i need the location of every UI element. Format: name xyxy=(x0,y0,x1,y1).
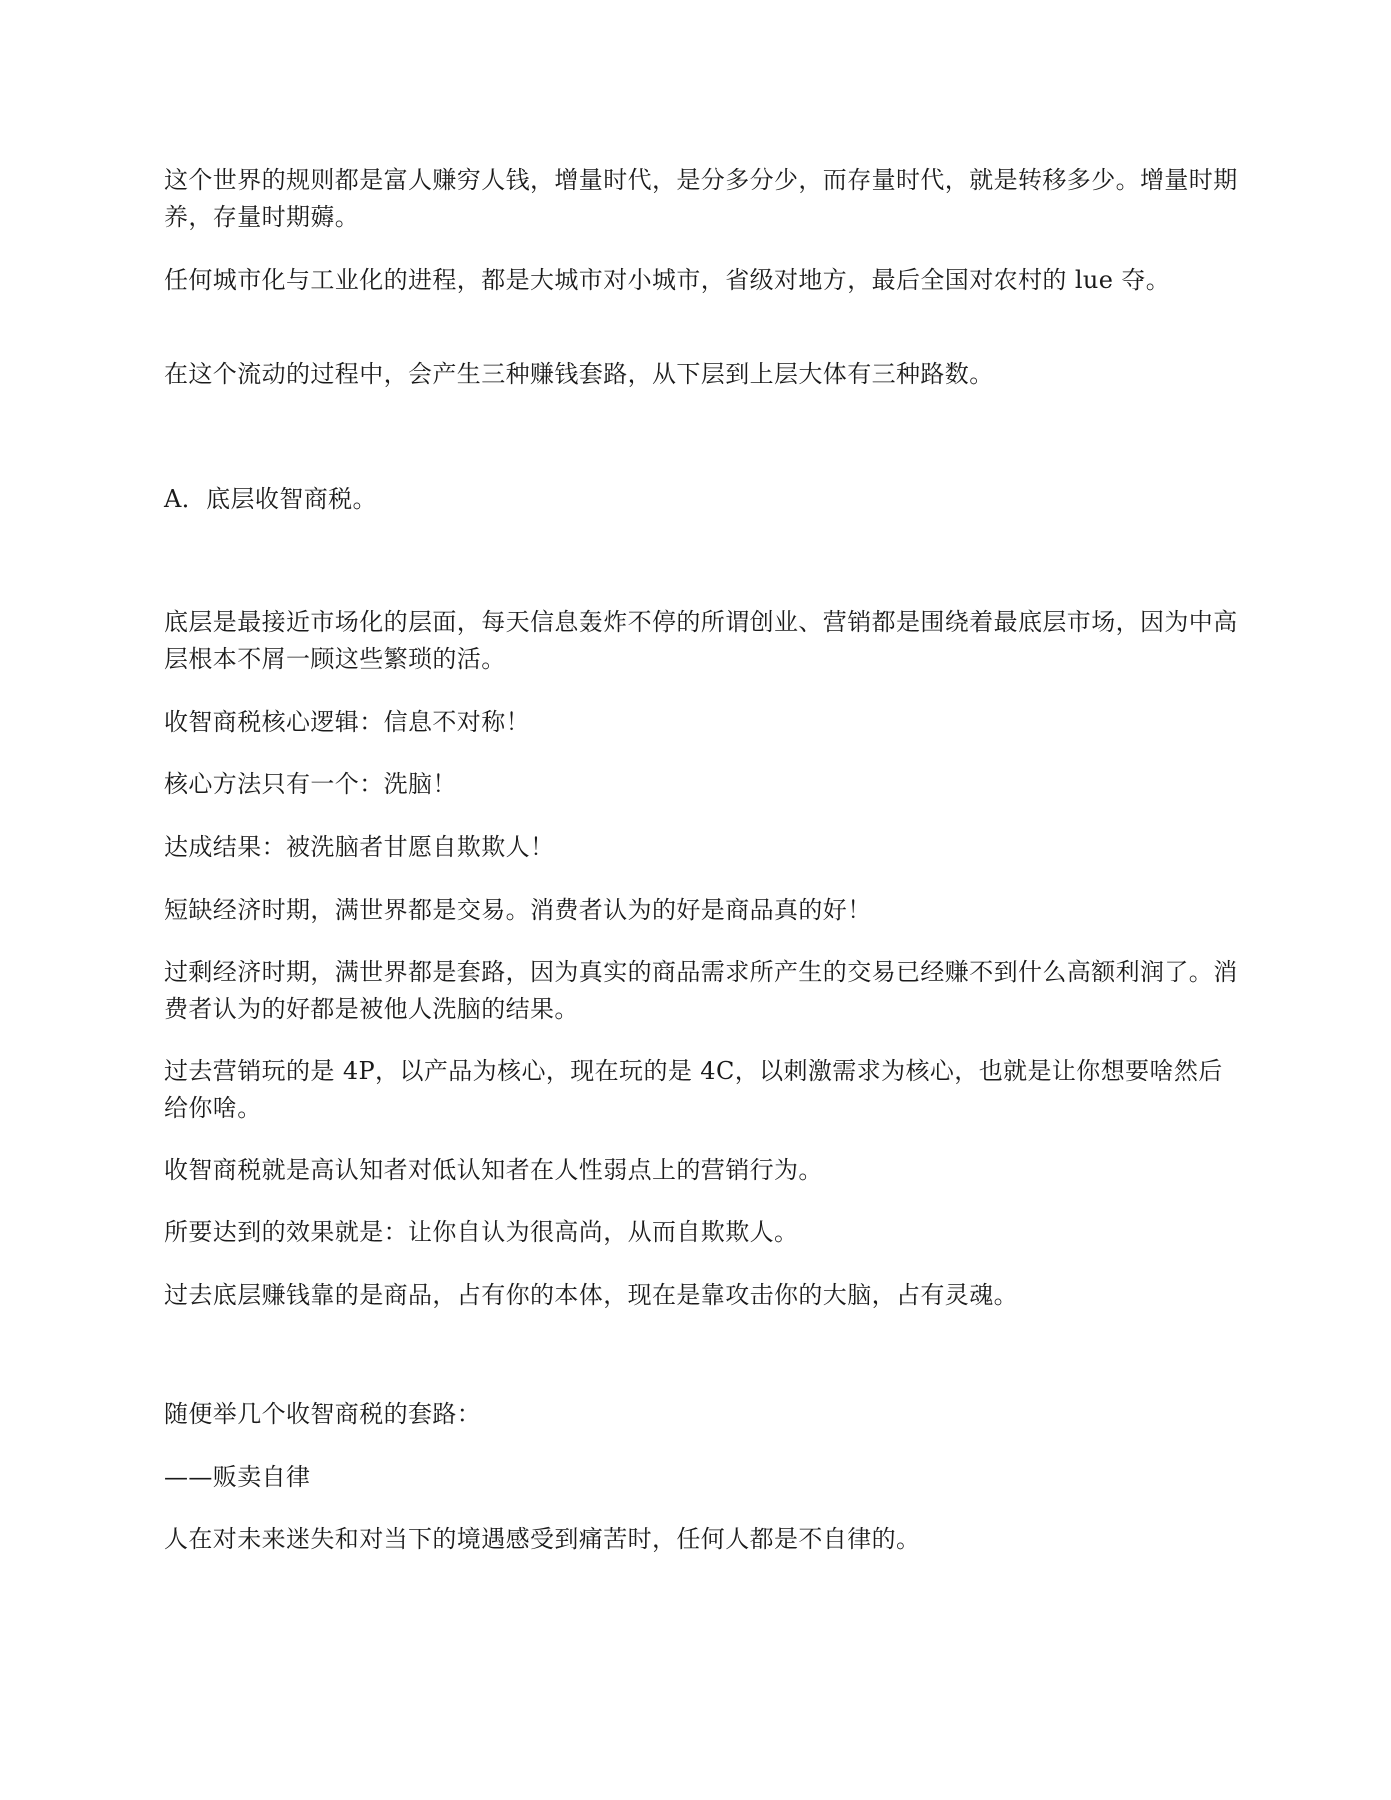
paragraph-shortage-economy: 短缺经济时期，满世界都是交易。消费者认为的好是商品真的好！ xyxy=(164,896,872,924)
paragraph-effect: 所要达到的效果就是：让你自认为很高尚，从而自欺欺人。 xyxy=(164,1218,799,1246)
paragraph-definition: 收智商税就是高认知者对低认知者在人性弱点上的营销行为。 xyxy=(164,1156,823,1184)
subheading-self-discipline: ——贩卖自律 xyxy=(164,1463,311,1491)
paragraph-rules: 这个世界的规则都是富人赚穷人钱，增量时代，是分多分少，而存量时代，就是转移多少。增量时期养，存量时期薅。 xyxy=(164,166,1238,231)
paragraph-core-logic: 收智商税核心逻辑：信息不对称！ xyxy=(164,708,530,736)
paragraph-urbanization: 任何城市化与工业化的进程，都是大城市对小城市，省级对地方，最后全国对农村的 lue 夺。 xyxy=(164,266,1171,294)
paragraph-past-present: 过去底层赚钱靠的是商品，占有你的本体，现在是靠攻击你的大脑，占有灵魂。 xyxy=(164,1281,1018,1309)
paragraph-surplus-economy: 过剩经济时期，满世界都是套路，因为真实的商品需求所产生的交易已经赚不到什么高额利润了。消费者认为的好都是被他人洗脑的结果。 xyxy=(164,958,1238,1023)
paragraph-three-methods: 在这个流动的过程中，会产生三种赚钱套路，从下层到上层大体有三种路数。 xyxy=(164,360,994,388)
paragraph-4p-4c: 过去营销玩的是 4P，以产品为核心，现在玩的是 4C，以刺激需求为核心，也就是让你想要啥然后给你啥。 xyxy=(164,1057,1223,1122)
section-heading-a: A．底层收智商税。 xyxy=(164,485,377,513)
paragraph-self-discipline: 人在对未来迷失和对当下的境遇感受到痛苦时，任何人都是不自律的。 xyxy=(164,1525,921,1553)
paragraph-result: 达成结果：被洗脑者甘愿自欺欺人！ xyxy=(164,833,555,861)
paragraph-bottom-layer: 底层是最接近市场化的层面，每天信息轰炸不停的所谓创业、营销都是围绕着最底层市场，因为中高层根本不屑一顾这些繁琐的活。 xyxy=(164,608,1238,673)
paragraph-core-method: 核心方法只有一个：洗脑！ xyxy=(164,770,457,798)
paragraph-examples-intro: 随便举几个收智商税的套路： xyxy=(164,1400,482,1428)
